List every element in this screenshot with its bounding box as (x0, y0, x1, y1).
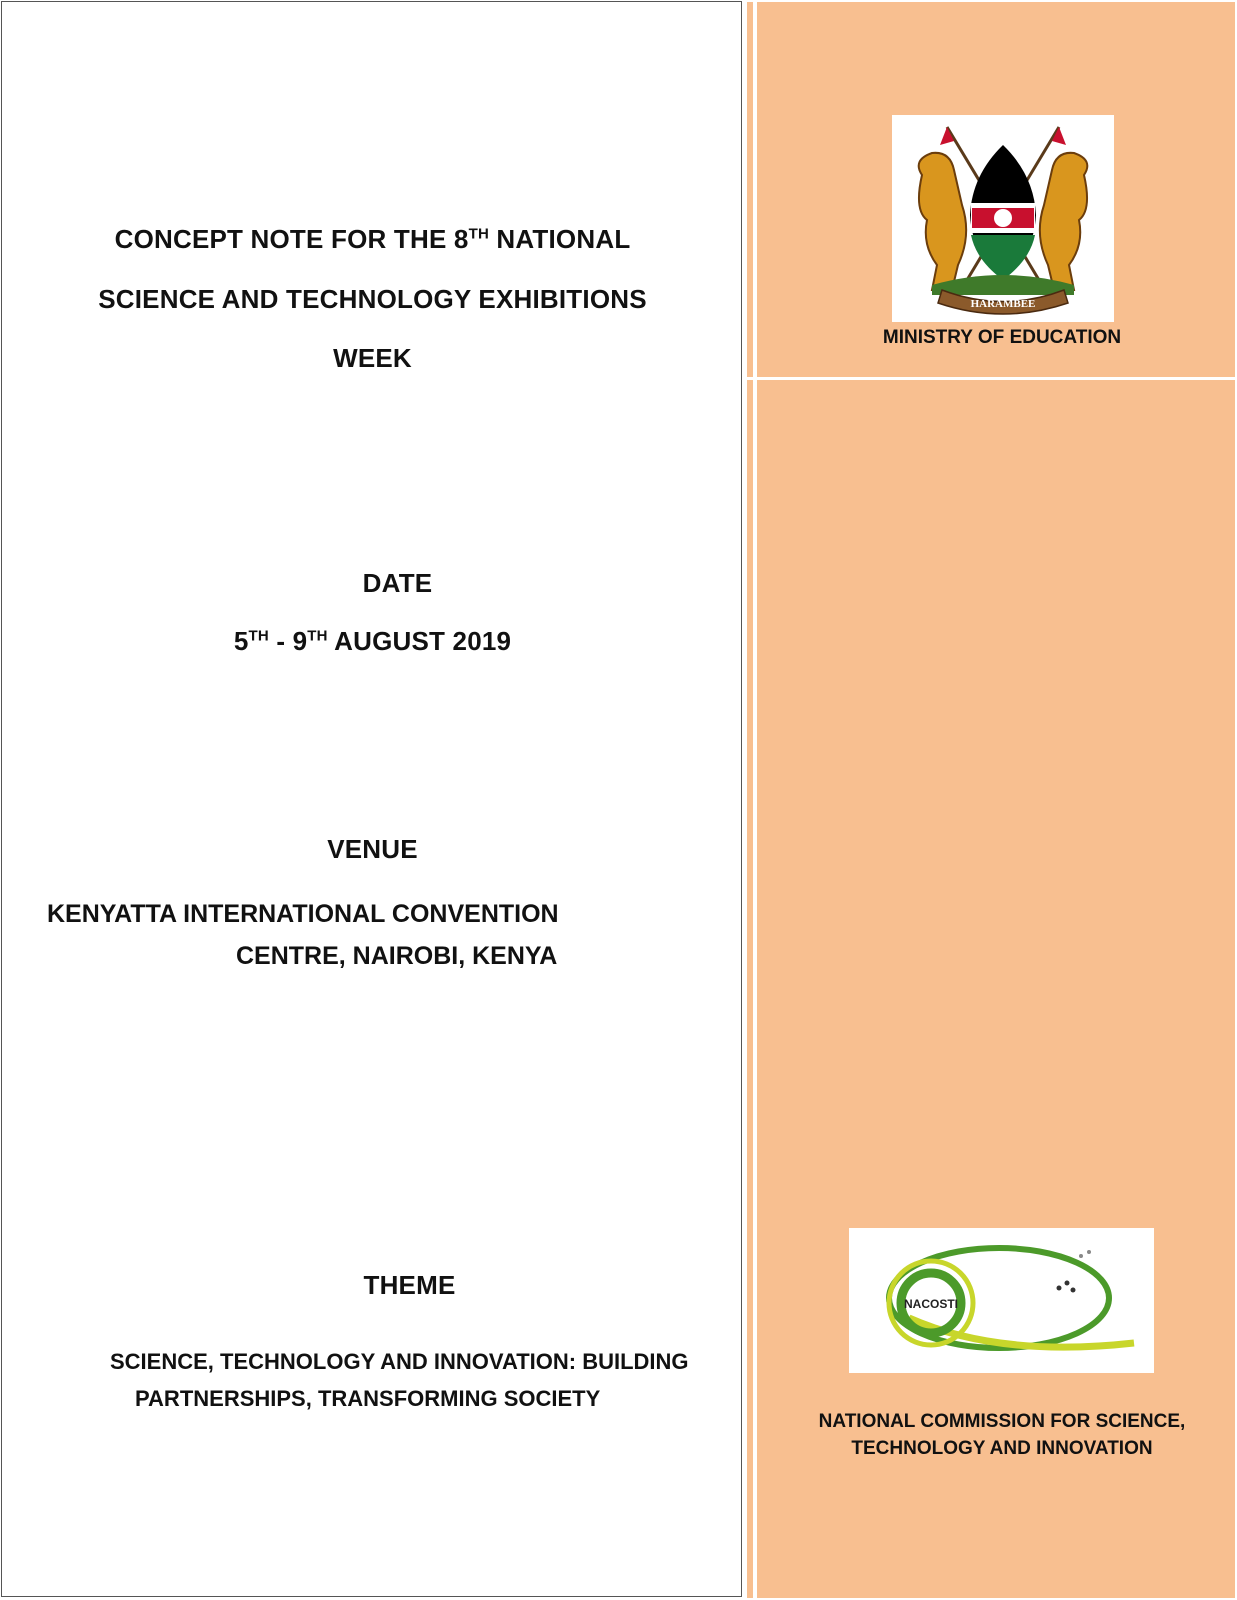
ministry-caption: MINISTRY OF EDUCATION (882, 327, 1122, 348)
motto-text: HARAMBEE (970, 298, 1036, 310)
theme-line-1: SCIENCE, TECHNOLOGY AND INNOVATION: BUILDING (110, 1349, 689, 1374)
title-line-1: CONCEPT NOTE FOR THE 8TH NATIONAL (114, 224, 631, 254)
venue-line-1: KENYATTA INTERNATIONAL CONVENTION (47, 900, 559, 928)
date-label: DATE (362, 568, 433, 598)
panel-divider (747, 377, 1237, 380)
venue-label: VENUE (327, 834, 418, 864)
nacosti-logo-text: NACOSTI (904, 1297, 958, 1311)
theme-label: THEME (363, 1270, 456, 1300)
nacosti-icon (849, 1228, 1154, 1373)
coat-of-arms-icon (892, 115, 1114, 322)
title-line-2: SCIENCE AND TECHNOLOGY EXHIBITIONS (98, 284, 647, 314)
nacosti-caption-line-2: TECHNOLOGY AND INNOVATION (851, 1438, 1153, 1459)
cover-left-panel (1, 1, 742, 1597)
coat-of-arms-logo (892, 115, 1114, 322)
date-value: 5TH - 9TH AUGUST 2019 (233, 626, 512, 656)
venue-line-2: CENTRE, NAIROBI, KENYA (236, 942, 558, 970)
accent-strip (747, 2, 753, 1598)
title-line-3: WEEK (333, 343, 412, 373)
nacosti-logo (849, 1228, 1154, 1373)
theme-line-2: PARTNERSHIPS, TRANSFORMING SOCIETY (135, 1386, 601, 1411)
nacosti-caption-line-1: NATIONAL COMMISSION FOR SCIENCE, (818, 1411, 1186, 1432)
